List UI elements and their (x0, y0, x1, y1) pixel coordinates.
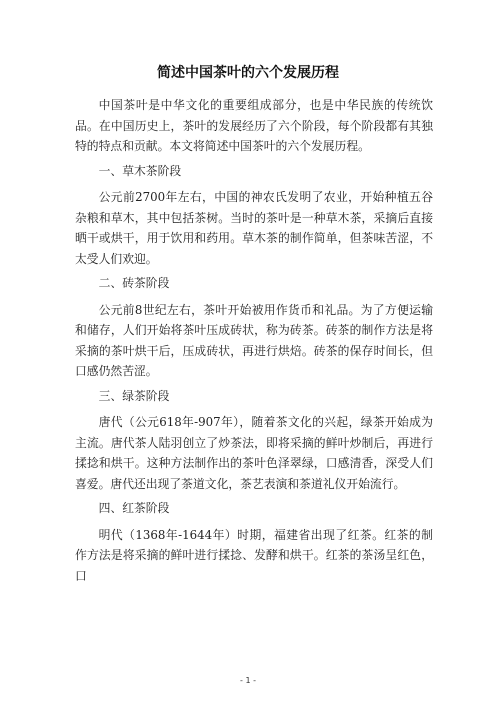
paragraph-brick-tea: 公元前8世纪左右，茶叶开始被用作货币和礼品。为了方便运输和储存，人们开始将茶叶压成砖状，称为砖茶。砖茶的制作方法是将采摘的茶叶烘干后，压成砖状，再进行烘焙。砖茶的保存时间长，但口感仍然苦涩。 (75, 302, 433, 378)
paragraph-black-tea: 明代（1368年-1644年）时期，福建省出现了红茶。红茶的制作方法是将采摘的鲜叶进行揉捻、发酵和烘干。红茶的茶汤呈红色，口 (75, 527, 433, 583)
intro-paragraph: 中国茶叶是中华文化的重要组成部分，也是中华民族的传统饮品。在中国历史上，茶叶的发展经历了六个阶段，每个阶段都有其独特的特点和贡献。本文将简述中国茶叶的六个发展历程。 (75, 98, 433, 153)
document-body (75, 95, 433, 590)
page-number: - 1 - (240, 676, 256, 685)
section-heading-black-tea: 四、红茶阶段 (98, 501, 170, 515)
section-heading-brick-tea: 二、砖茶阶段 (98, 276, 170, 290)
paragraph-herbal-tea: 公元前2700年左右，中国的神农氏发明了农业，开始种植五谷杂粮和草木，其中包括茶树。当时的茶叶是一种草木茶，采摘后直接晒干或烘干，用于饮用和药用。草木茶的制作简单，但茶味苦涩，不太受人们欢迎。 (75, 190, 433, 266)
document-title: 简述中国茶叶的六个发展历程 (157, 65, 339, 81)
section-heading-green-tea: 三、绿茶阶段 (98, 388, 170, 403)
section-heading-herbal-tea: 一、草木茶阶段 (98, 163, 182, 178)
paragraph-green-tea: 唐代（公元618年-907年），随着茶文化的兴起，绿茶开始成为主流。唐代茶人陆羽创立了炒茶法，即将采摘的鲜叶炒制后，再进行揉捻和烘干。这种方法制作出的茶叶色泽翠绿，口感清香，深受人们喜爱。唐代还出现了茶道文化，茶艺表演和茶道礼仪开始流行。 (75, 415, 433, 491)
